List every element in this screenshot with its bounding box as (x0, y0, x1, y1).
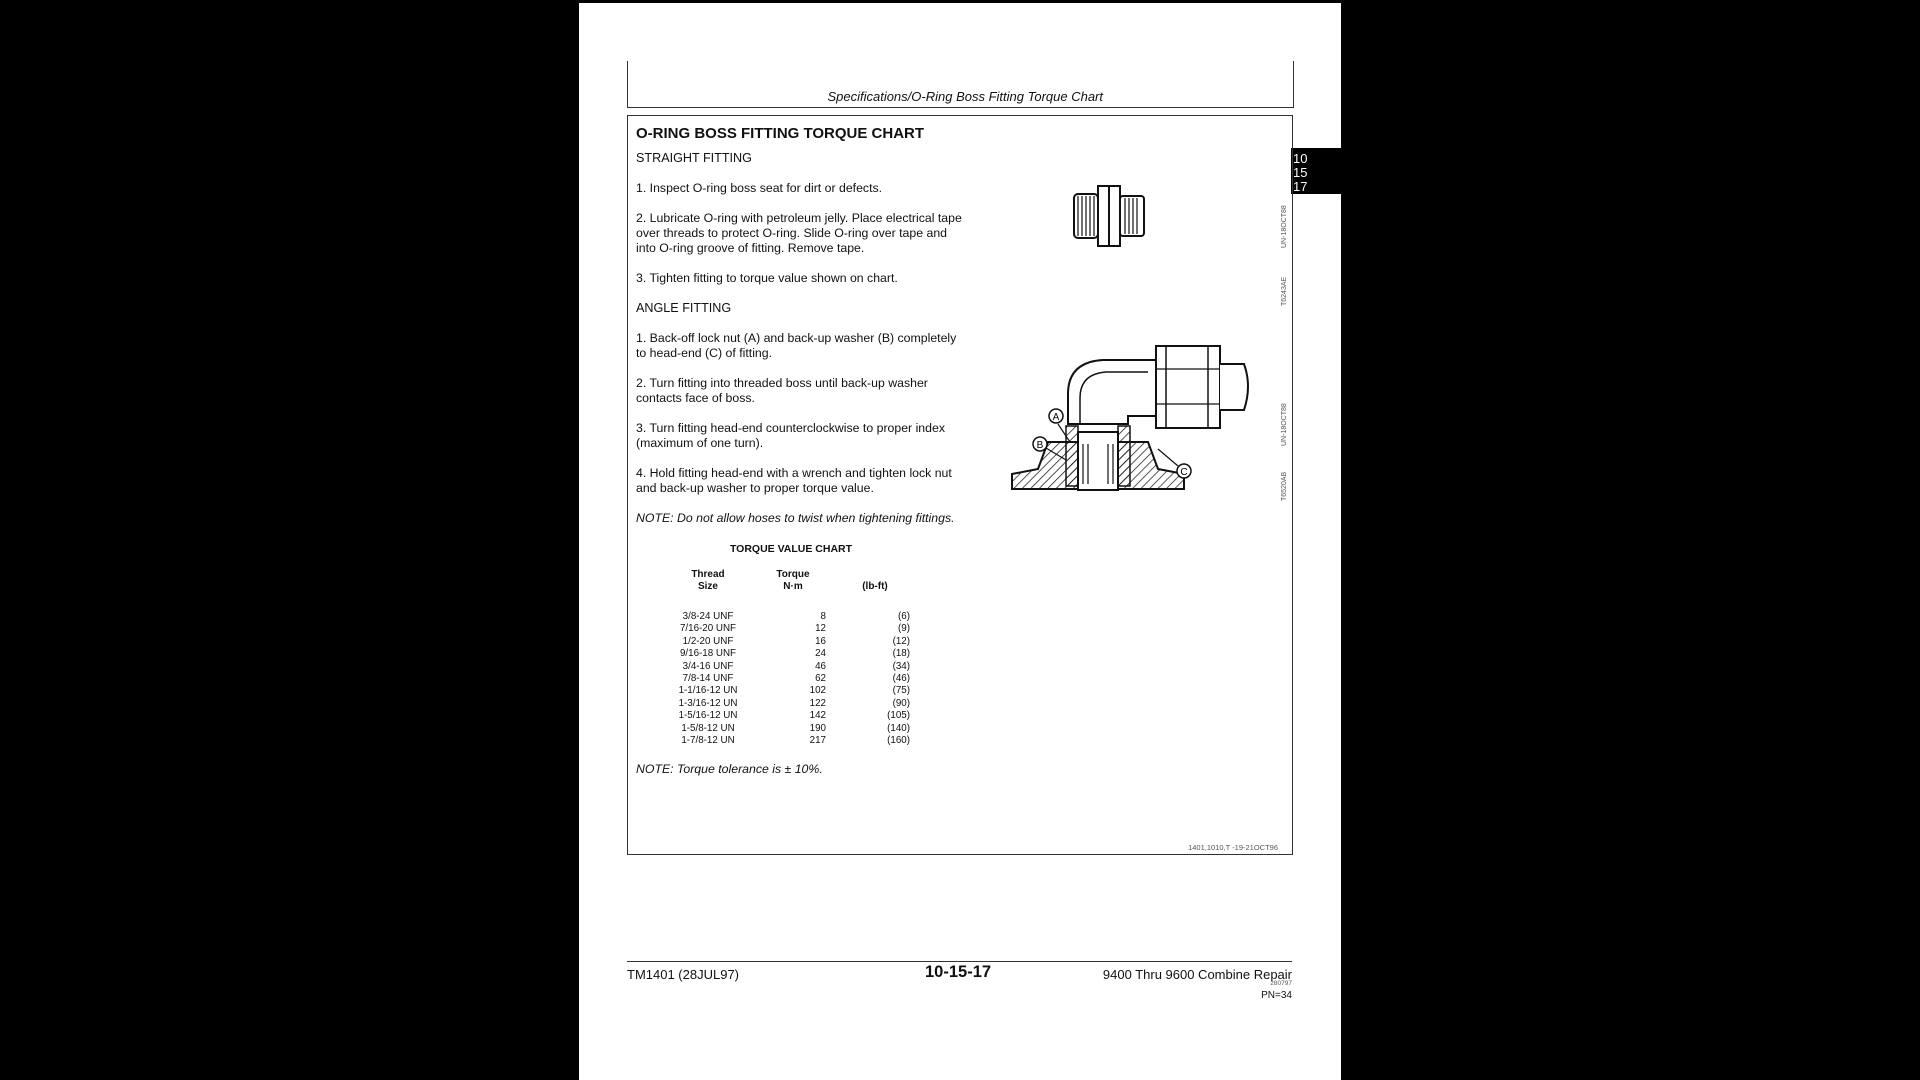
torque-lbft-cell: (75) (892, 685, 910, 697)
manual-page (579, 3, 1341, 1080)
page-header (627, 61, 1294, 108)
torque-lbft-cell: (34) (892, 660, 910, 672)
note-hoses: NOTE: Do not allow hoses to twist when tightening fittings. (636, 511, 955, 525)
torque-value-table (656, 569, 910, 747)
torque-nm-cell: 8 (820, 611, 826, 622)
callout-c (1177, 464, 1191, 478)
torque-nm-cell: 62 (815, 673, 826, 685)
angle-fitting-illustration (1008, 324, 1268, 524)
torque-table-title: TORQUE VALUE CHART (729, 543, 853, 555)
table-row (656, 735, 910, 747)
thread-size-cell: 7/8-14 UNF (682, 673, 734, 685)
torque-nm-cell: 24 (815, 648, 826, 660)
torque-nm-cell: 16 (815, 635, 826, 647)
note-tolerance: NOTE: Torque tolerance is ± 10%. (636, 762, 823, 777)
table-row (656, 710, 910, 722)
table-row (656, 673, 910, 685)
torque-lbft-cell: (140) (887, 722, 910, 734)
header-title: Specifications/O-Ring Boss Fitting Torque Chart (827, 89, 1103, 104)
figure-code: UN-18OCT88 (1281, 403, 1288, 446)
angle-step: 3. Turn fitting head-end counterclockwise to proper index (maximum of one turn). (636, 421, 945, 450)
torque-header: Torque N·m (776, 569, 810, 592)
thread-size-cell: 3/4-16 UNF (682, 660, 734, 672)
callout-a (1049, 409, 1063, 423)
thread-size-cell: 1-5/16-12 UN (678, 710, 738, 722)
straight-step: 2. Lubricate O-ring with petroleum jelly. Place electrical tape over threads to protect O-ring. Slide O-ring over tape and into O-ring groove of fitting. Remove tape. (636, 211, 962, 255)
thread-size-cell: 1/2-20 UNF (682, 635, 734, 647)
section-title: O-RING BOSS FITTING TORQUE CHART (636, 125, 925, 142)
thread-size-cell: 1-1/16-12 UN (678, 685, 738, 697)
torque-nm-cell: 122 (809, 697, 826, 709)
angle-step: 2. Turn fitting into threaded boss until back-up washer contacts face of boss. (636, 376, 928, 405)
figure-code: UN-18OCT88 (1281, 205, 1288, 248)
footer-date-code: 280797 (1270, 980, 1292, 987)
figure-code: T6520AB (1281, 471, 1288, 501)
angle-step: 1. Back-off lock nut (A) and back-up washer (B) completely to head-end (C) of fitting. (636, 331, 957, 360)
thread-size-cell: 1-5/8-12 UN (681, 722, 735, 734)
callout-b (1033, 437, 1047, 451)
torque-lbft-cell: (18) (892, 648, 910, 660)
thread-size-header: Thread Size (691, 569, 725, 592)
instructions-column (636, 126, 966, 777)
lbft-header: (lb-ft) (862, 581, 888, 592)
footer-manual-title: 9400 Thru 9600 Combine Repair (1102, 967, 1292, 982)
torque-lbft-cell: (6) (898, 611, 910, 622)
svg-text:A: A (1052, 412, 1060, 423)
footer-divider (627, 961, 1292, 962)
table-header-row (656, 569, 910, 611)
thread-size-cell: 7/16-20 UNF (679, 623, 737, 635)
torque-nm-cell: 190 (809, 722, 826, 734)
torque-lbft-cell: (105) (887, 710, 910, 722)
thread-size-cell: 3/8-24 UNF (682, 611, 734, 622)
table-row (656, 648, 910, 660)
torque-nm-cell: 142 (809, 710, 826, 722)
straight-step: 3. Tighten fitting to torque value shown on chart. (636, 271, 898, 285)
torque-lbft-cell: (12) (892, 635, 910, 647)
table-row (656, 636, 910, 648)
tab-line: 15 (1293, 165, 1308, 180)
thread-size-cell: 1-7/8-12 UN (681, 735, 735, 747)
thread-size-cell: 1-3/16-12 UN (678, 697, 738, 709)
table-row (656, 723, 910, 735)
torque-lbft-cell: (160) (887, 735, 910, 747)
footer-manual-id: TM1401 (28JUL97) (627, 967, 739, 982)
table-row (656, 661, 910, 673)
footer-pn: PN=34 (1261, 990, 1292, 1001)
content-box (627, 115, 1293, 855)
tab-line: 10 (1293, 151, 1308, 166)
svg-text:B: B (1036, 440, 1044, 451)
torque-table-body (656, 611, 910, 747)
table-row (656, 623, 910, 635)
table-row (656, 698, 910, 710)
table-row (656, 611, 910, 623)
torque-lbft-cell: (46) (892, 673, 910, 685)
page-number: 10-15-17 (925, 963, 992, 981)
straight-step: 1. Inspect O-ring boss seat for dirt or defects. (636, 181, 883, 195)
table-row (656, 685, 910, 697)
torque-lbft-cell: (9) (898, 623, 910, 635)
torque-nm-cell: 102 (809, 685, 826, 697)
angle-step: 4. Hold fitting head-end with a wrench and tighten lock nut and back-up washer to proper torque value. (636, 466, 952, 495)
svg-text:C: C (1180, 467, 1188, 478)
straight-fitting-illustration (1068, 174, 1158, 254)
tab-line: 17 (1293, 179, 1308, 194)
torque-nm-cell: 12 (815, 623, 826, 635)
section-tab (1291, 148, 1341, 194)
torque-nm-cell: 46 (815, 660, 826, 672)
thread-size-cell: 9/16-18 UNF (679, 648, 737, 660)
torque-lbft-cell: (90) (892, 697, 910, 709)
torque-nm-cell: 217 (809, 735, 826, 747)
document-code: 1401,1010,T -19-21OCT96 (1188, 843, 1278, 852)
straight-fitting-heading: STRAIGHT FITTING (636, 151, 752, 165)
angle-fitting-heading: ANGLE FITTING (636, 301, 732, 315)
figure-code: T6243AE (1281, 276, 1288, 306)
